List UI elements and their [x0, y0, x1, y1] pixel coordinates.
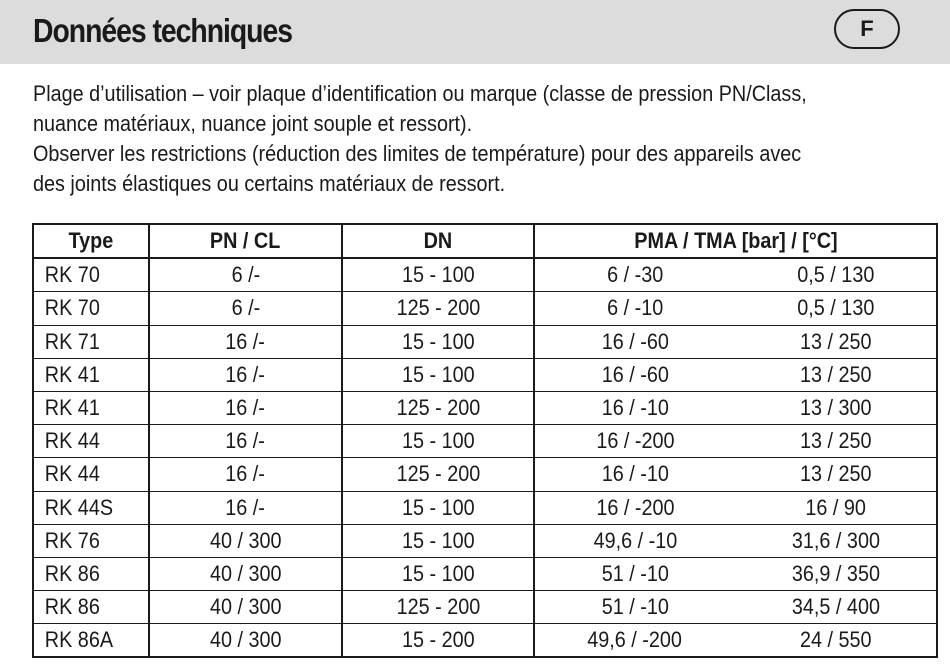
- technical-data-table: [32, 223, 938, 658]
- table-row: [33, 292, 937, 325]
- cell-type: RK 70: [33, 258, 149, 292]
- cell-type: RK 76: [33, 524, 149, 557]
- cell-pma: 16 / -10: [534, 458, 735, 491]
- cell-tma: 36,9 / 350: [735, 557, 937, 590]
- cell-tma: 13 / 300: [735, 391, 937, 424]
- table-row: [33, 458, 937, 491]
- table-row: [33, 391, 937, 424]
- cell-tma: 13 / 250: [735, 458, 937, 491]
- cell-type: RK 71: [33, 325, 149, 358]
- cell-pn: 6 /-: [149, 292, 342, 325]
- cell-dn: 15 - 100: [342, 557, 534, 590]
- cell-tma: 24 / 550: [735, 624, 937, 658]
- cell-pma: 16 / -200: [534, 491, 735, 524]
- table-row: [33, 258, 937, 292]
- cell-dn: 125 - 200: [342, 391, 534, 424]
- cell-tma: 0,5 / 130: [735, 292, 937, 325]
- table-row: [33, 524, 937, 557]
- cell-dn: 15 - 100: [342, 491, 534, 524]
- intro-line: nuance matériaux, nuance joint souple et ressort).: [33, 111, 473, 136]
- cell-pn: 40 / 300: [149, 624, 342, 658]
- cell-pn: 16 /-: [149, 458, 342, 491]
- cell-dn: 125 - 200: [342, 591, 534, 624]
- cell-pn: 16 /-: [149, 358, 342, 391]
- cell-pn: 6 /-: [149, 258, 342, 292]
- table-row: [33, 491, 937, 524]
- cell-tma: 31,6 / 300: [735, 524, 937, 557]
- cell-type: RK 70: [33, 292, 149, 325]
- cell-tma: 13 / 250: [735, 425, 937, 458]
- table-row: [33, 325, 937, 358]
- cell-type: RK 41: [33, 358, 149, 391]
- cell-pn: 16 /-: [149, 491, 342, 524]
- cell-dn: 125 - 200: [342, 458, 534, 491]
- cell-pma: 6 / -10: [534, 292, 735, 325]
- cell-dn: 15 - 100: [342, 258, 534, 292]
- cell-tma: 16 / 90: [735, 491, 937, 524]
- intro-text: [33, 79, 843, 199]
- cell-pma: 16 / -60: [534, 325, 735, 358]
- cell-pma: 6 / -30: [534, 258, 735, 292]
- language-badge: F: [834, 9, 900, 49]
- cell-pn: 40 / 300: [149, 557, 342, 590]
- cell-type: RK 44: [33, 425, 149, 458]
- cell-type: RK 44: [33, 458, 149, 491]
- cell-type: RK 86: [33, 557, 149, 590]
- cell-pn: 16 /-: [149, 391, 342, 424]
- intro-line: Observer les restrictions (réduction des limites de température) pour des appareils avec: [33, 141, 802, 166]
- cell-pn: 16 /-: [149, 425, 342, 458]
- column-header-dn: DN: [342, 224, 534, 258]
- column-header-pn: PN / CL: [149, 224, 342, 258]
- column-header-type: Type: [33, 224, 149, 258]
- cell-tma: 13 / 250: [735, 358, 937, 391]
- cell-tma: 0,5 / 130: [735, 258, 937, 292]
- cell-type: RK 86A: [33, 624, 149, 658]
- cell-type: RK 86: [33, 591, 149, 624]
- cell-pma: 49,6 / -10: [534, 524, 735, 557]
- intro-line: Plage d’utilisation – voir plaque d’identification ou marque (classe de pression PN/Class,: [33, 81, 807, 106]
- page-title: Données techniques: [33, 12, 292, 49]
- table-row: [33, 624, 937, 658]
- cell-type: RK 41: [33, 391, 149, 424]
- cell-pn: 40 / 300: [149, 591, 342, 624]
- cell-pma: 16 / -200: [534, 425, 735, 458]
- cell-pma: 51 / -10: [534, 557, 735, 590]
- cell-pn: 16 /-: [149, 325, 342, 358]
- table-row: [33, 557, 937, 590]
- cell-dn: 125 - 200: [342, 292, 534, 325]
- table-row: [33, 358, 937, 391]
- table-row: [33, 591, 937, 624]
- cell-type: RK 44S: [33, 491, 149, 524]
- column-header-pma-tma: PMA / TMA [bar] / [°C]: [534, 224, 937, 258]
- section-header: [0, 0, 950, 64]
- intro-line: des joints élastiques ou certains matériaux de ressort.: [33, 171, 506, 196]
- cell-pma: 16 / -10: [534, 391, 735, 424]
- table-row: [33, 425, 937, 458]
- cell-pma: 51 / -10: [534, 591, 735, 624]
- cell-dn: 15 - 100: [342, 524, 534, 557]
- table-header-row: [33, 224, 937, 258]
- cell-dn: 15 - 100: [342, 358, 534, 391]
- cell-pma: 16 / -60: [534, 358, 735, 391]
- cell-dn: 15 - 100: [342, 425, 534, 458]
- cell-tma: 34,5 / 400: [735, 591, 937, 624]
- cell-pma: 49,6 / -200: [534, 624, 735, 658]
- cell-dn: 15 - 200: [342, 624, 534, 658]
- cell-pn: 40 / 300: [149, 524, 342, 557]
- cell-tma: 13 / 250: [735, 325, 937, 358]
- cell-dn: 15 - 100: [342, 325, 534, 358]
